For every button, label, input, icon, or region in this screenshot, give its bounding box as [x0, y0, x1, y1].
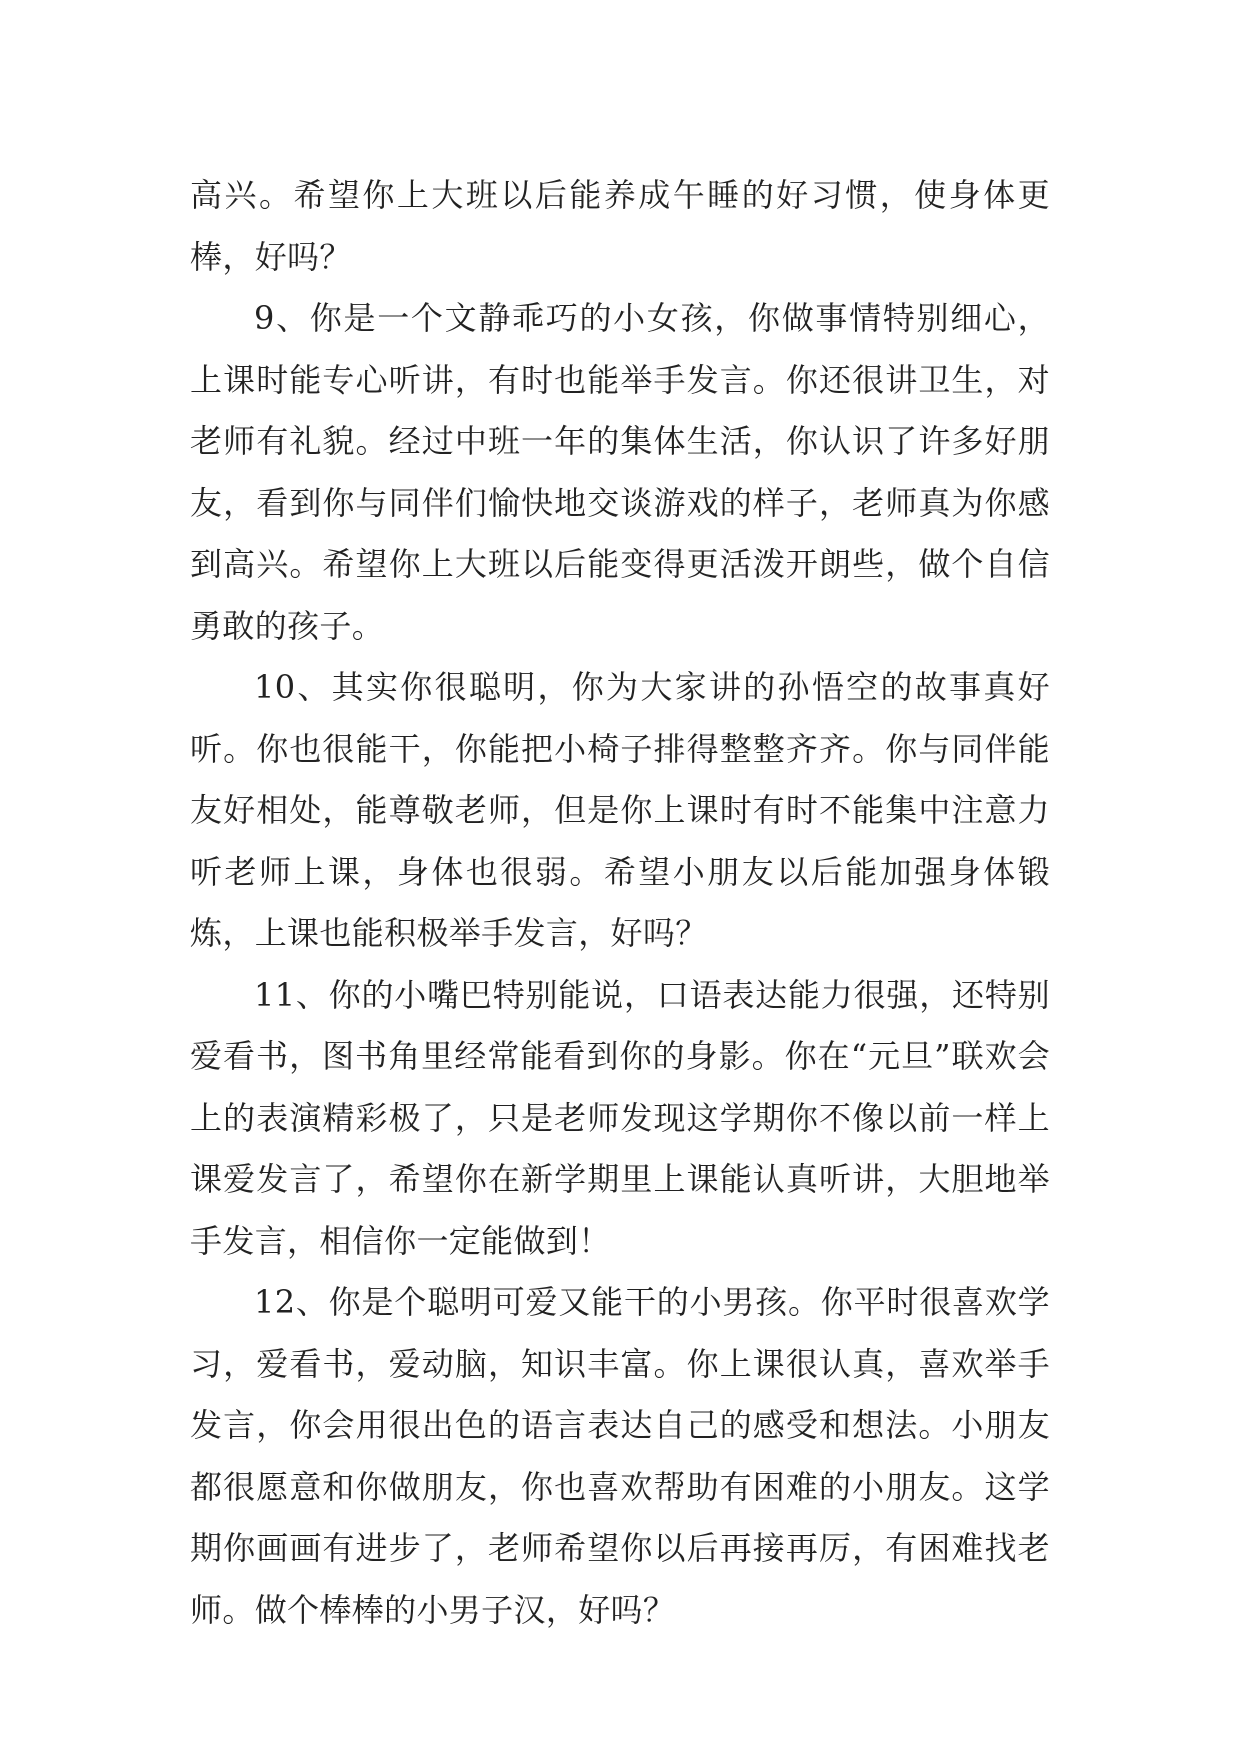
paragraph-comment-11: 11、你的小嘴巴特别能说，口语表达能力很强，还特别爱看书，图书角里经常能看到你的身影。你在“元旦”联欢会上的表演精彩极了，只是老师发现这学期你不像以前一样上课爱发言了，希望你在新学期里上课能认真听讲，大胆地举手发言，相信你一定能做到！	[190, 975, 1050, 1260]
paragraph-comment-9: 9、你是一个文静乖巧的小女孩，你做事情特别细心，上课时能专心听讲，有时也能举手发言。你还很讲卫生，对老师有礼貌。经过中班一年的集体生活，你认识了许多好朋友，看到你与同伴们愉快地交谈游戏的样子，老师真为你感到高兴。希望你上大班以后能变得更活泼开朗些，做个自信勇敢的孩子。	[190, 299, 1050, 645]
paragraph-comment-10: 10、其实你很聪明，你为大家讲的孙悟空的故事真好听。你也很能干，你能把小椅子排得整整齐齐。你与同伴能友好相处，能尊敬老师，但是你上课时有时不能集中注意力听老师上课，身体也很弱。希望小朋友以后能加强身体锻炼，上课也能积极举手发言，好吗？	[190, 668, 1050, 952]
document-body	[190, 165, 1050, 1641]
paragraph-comment-12: 12、你是个聪明可爱又能干的小男孩。你平时很喜欢学习，爱看书，爱动脑，知识丰富。你上课很认真，喜欢举手发言，你会用很出色的语言表达自己的感受和想法。小朋友都很愿意和你做朋友，你也喜欢帮助有困难的小朋友。这学期你画画有进步了，老师希望你以后再接再厉，有困难找老师。做个棒棒的小男子汉，好吗？	[190, 1283, 1050, 1629]
paragraph-continued: 高兴。希望你上大班以后能养成午睡的好习惯，使身体更棒，好吗？	[190, 176, 1050, 276]
